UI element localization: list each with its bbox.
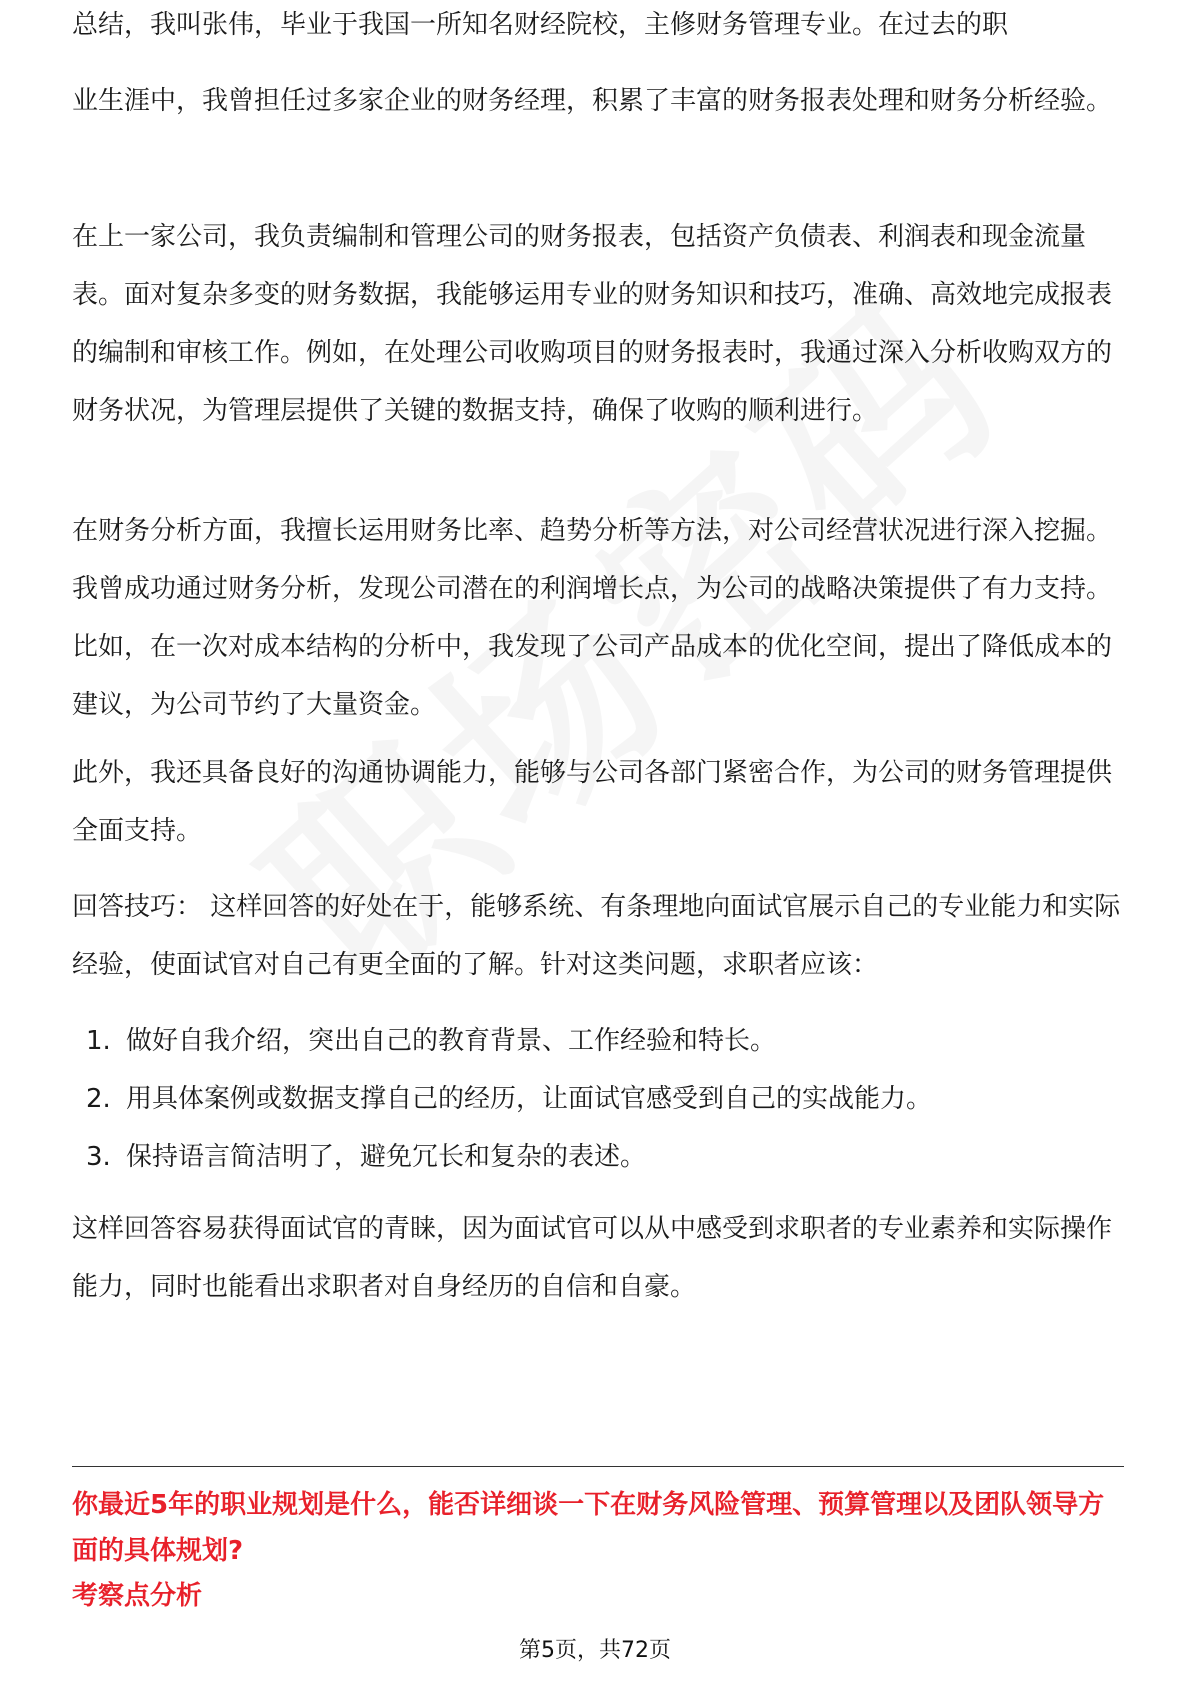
paragraph-analysis: 在财务分析方面，我擅长运用财务比率、趋势分析等方法，对公司经营状况进行深入挖掘。我曾成功通过财务分析，发现公司潜在的利润增长点，为公司的战略决策提供了有力支持。比如，在一次对成本结构的分析中，我发现了公司产品成本的优化空间，提出了降低成本的建议，为公司节约了大量资金。 [72, 516, 1113, 720]
list-item [72, 1070, 1122, 1128]
paragraph-reports: 在上一家公司，我负责编制和管理公司的财务报表，包括资产负债表、利润表和现金流量表。面对复杂多变的财务数据，我能够运用专业的财务知识和技巧，准确、高效地完成报表的编制和审核工作。例如，在处理公司收购项目的财务报表时，我通过深入分析收购双方的财务状况，为管理层提供了关键的数据支持，确保了收购的顺利进行。 [72, 222, 1113, 426]
paragraph-communication: 此外，我还具备良好的沟通协调能力，能够与公司各部门紧密合作，为公司的财务管理提供全面支持。 [72, 758, 1113, 846]
section-heading: 考察点分析 [72, 1581, 203, 1611]
list-item [72, 1012, 1122, 1070]
list-text: 保持语言简洁明了，避免冗长和复杂的表述。 [126, 1142, 647, 1172]
paragraph-conclusion: 这样回答容易获得面试官的青睐，因为面试官可以从中感受到求职者的专业素养和实际操作能力，同时也能看出求职者对自身经历的自信和自豪。 [72, 1214, 1113, 1302]
tips-list [72, 1012, 1122, 1186]
list-item [72, 1128, 1122, 1186]
section-divider [72, 1466, 1124, 1467]
cut-off-line: 总结，我叫张伟，毕业于我国一所知名财经院校，主修财务管理专业。在过去的职 [72, 10, 1009, 40]
list-number: 1. [86, 1026, 111, 1056]
list-text: 做好自我介绍，突出自己的教育背景、工作经验和特长。 [126, 1026, 777, 1056]
page-footer: 第5页，共72页 [519, 1638, 671, 1663]
next-question-heading: 你最近5年的职业规划是什么，能否详细谈一下在财务风险管理、预算管理以及团队领导方面的具体规划? [72, 1490, 1105, 1566]
paragraph-answer-tips: 回答技巧： 这样回答的好处在于，能够系统、有条理地向面试官展示自己的专业能力和实际经验，使面试官对自己有更全面的了解。针对这类问题，求职者应该： [72, 892, 1121, 980]
list-number: 2. [86, 1084, 111, 1114]
list-text: 用具体案例或数据支撑自己的经历，让面试官感受到自己的实战能力。 [126, 1084, 933, 1114]
list-number: 3. [86, 1142, 111, 1172]
paragraph-intro-rest: 业生涯中，我曾担任过多家企业的财务经理，积累了丰富的财务报表处理和财务分析经验。 [72, 86, 1113, 116]
